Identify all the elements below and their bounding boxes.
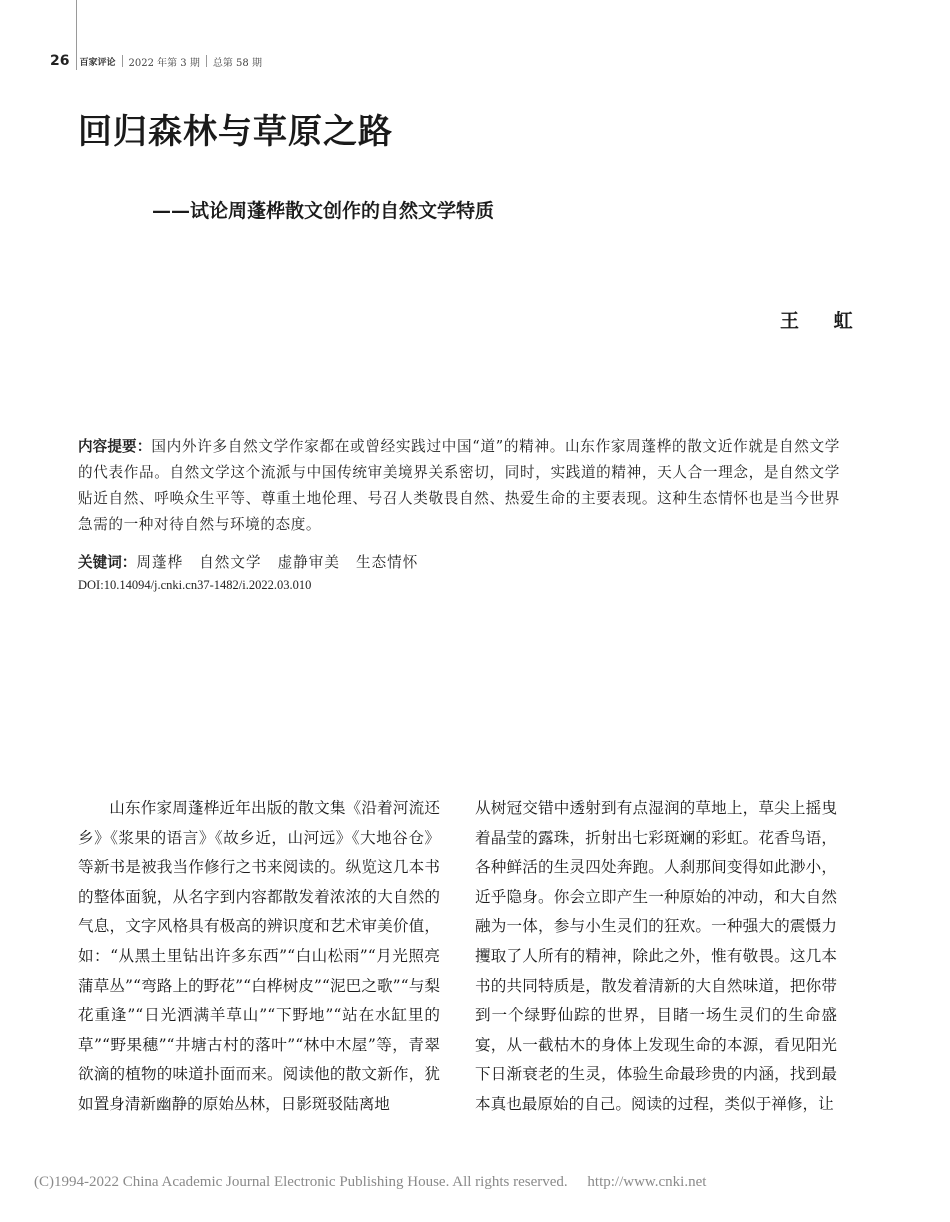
header-divider xyxy=(206,55,207,67)
keyword: 自然文学 xyxy=(199,554,262,571)
issue-label: 2022 年第 3 期 xyxy=(128,57,200,69)
abstract-text: 国内外许多自然文学作家都在或曾经实践过中国“道”的精神。山东作家周蓬桦的散文近作就是自然文学的代表作品。自然文学这个流派与中国传统审美境界关系密切，同时，实践道的精神，天人合一理念，是自然文学贴近自然、呼唤众生平等、尊重土地伦理、号召人类敬畏自然、热爱生命的主要表现。这种生态情怀也是当今世界急需的一种对待自然与环境的态度。 xyxy=(78,438,840,533)
article-subtitle: ——试论周蓬桦散文创作的自然文学特质 xyxy=(152,200,495,222)
keyword: 生态情怀 xyxy=(355,554,419,571)
header-divider xyxy=(122,55,123,67)
author-name: 王 虹 xyxy=(780,310,867,332)
article-title: 回归森林与草原之路 xyxy=(78,112,393,152)
keyword: 周蓬桦 xyxy=(136,554,184,571)
doi: DOI:10.14094/j.cnki.cn37-1482/i.2022.03.010 xyxy=(78,578,312,592)
abstract xyxy=(78,434,840,538)
abstract-label: 内容提要： xyxy=(78,438,152,455)
copyright-text: (C)1994-2022 China Academic Journal Electronic Publishing House. All rights reserved. xyxy=(34,1174,568,1190)
running-header xyxy=(50,53,262,69)
body-left-column: 山东作家周蓬桦近年出版的散文集《沿着河流还乡》《浆果的语言》《故乡近，山河远》《大地谷仓》等新书是被我当作修行之书来阅读的。纵览这几本书的整体面貌，从名字到内容都散发着浓浓的大自然的气息，文字风格具有极高的辨识度和艺术审美价值，如：“从黑土里钻出许多东西”“白山松雨”“月光照亮蒲草丛”“弯路上的野花”“白桦树皮”“泥巴之歌”“与梨花重逢”“日光洒满羊草山”“下野地”“站在水缸里的草”“野果穗”“井塘古村的落叶”“林中木屋”等，青翠欲滴的植物的味道扑面而来。阅读他的散文新作，犹如置身清新幽静的原始丛林，日影斑驳陆离地 xyxy=(78,799,440,1113)
body-right-column: 从树冠交错中透射到有点湿润的草地上，草尖上摇曳着晶莹的露珠，折射出七彩斑斓的彩虹。花香鸟语，各种鲜活的生灵四处奔跑。人刹那间变得如此渺小，近乎隐身。你会立即产生一种原始的冲动，和大自然融为一体，参与小生灵们的狂欢。一种强大的震慑力攫取了人所有的精神，除此之外，惟有敬畏。这几本书的共同特质是，散发着清新的大自然味道，把你带到一个绿野仙踪的世界，目睹一场生灵们的生命盛宴，从一截枯木的身体上发现生命的本源，看见阳光下日渐衰老的生灵，体验生命最珍贵的内涵，找到最本真也最原始的自己。阅读的过程，类似于禅修，让 xyxy=(475,799,837,1113)
total-issue-label: 总第 58 期 xyxy=(212,57,262,69)
keywords xyxy=(78,550,434,576)
copyright-footer xyxy=(34,1174,706,1191)
keywords-label: 关键词： xyxy=(78,554,137,571)
page-number: 26 xyxy=(50,53,70,69)
keyword: 虚静审美 xyxy=(277,554,340,571)
journal-name: 百家评论 xyxy=(79,57,116,68)
cnki-link[interactable]: http://www.cnki.net xyxy=(587,1174,707,1190)
